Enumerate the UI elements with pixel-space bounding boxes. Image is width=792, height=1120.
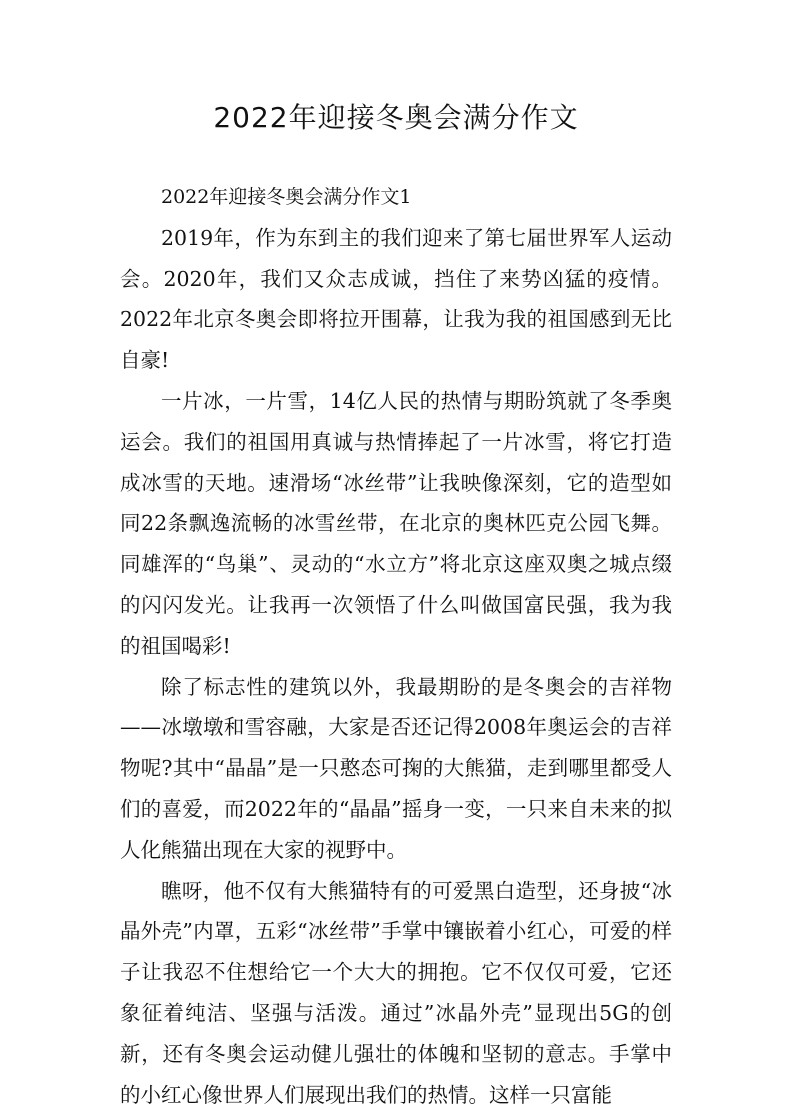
section-heading: 2022年迎接冬奥会满分作文1: [161, 186, 412, 208]
paragraph-2: 一片冰，一片雪，14亿人民的热情与期盼筑就了冬季奥运会。我们的祖国用真诚与热情捧起了一片冰雪，将它打造成冰雪的天地。速滑场“冰丝带”让我映像深刻，它的造型如同22条飘逸流畅的冰雪丝带，在北京的奥林匹克公园飞舞。同雄浑的“鸟巢”、灵动的“水立方”将北京这座双奥之城点缀的闪闪发光。让我再一次领悟了什么叫做国富民强，我为我的祖国喝彩!: [120, 388, 672, 658]
document-title: 2022年迎接冬奥会满分作文: [213, 101, 579, 134]
paragraph-3: 除了标志性的建筑以外，我最期盼的是冬奥会的吉祥物——冰墩墩和雪容融，大家是否还记得2008年奥运会的吉祥物呢?其中“晶晶”是一只憨态可掬的大熊猫，走到哪里都受人们的喜爱，而2022年的“晶晶”摇身一变，一只来自未来的拟人化熊猫出现在大家的视野中。: [120, 674, 672, 862]
paragraph-1: 2019年，作为东到主的我们迎来了第七届世界军人运动会。2020年，我们又众志成诚，挡住了来势凶猛的疫情。2022年北京冬奥会即将拉开围幕，让我为我的祖国感到无比自豪!: [120, 225, 672, 373]
paragraph-4: 瞧呀，他不仅有大熊猫特有的可爱黑白造型，还身披“冰晶外壳”内罩，五彩“冰丝带”手掌中镶嵌着小红心，可爱的样子让我忍不住想给它一个大大的拥抱。它不仅仅可爱，它还象征着纯洁、坚强与活泼。通过”冰晶外壳”显现出5G的创新，还有冬奥会运动健儿强壮的体魄和坚韧的意志。手掌中的小红心像世界人们展现出我们的热情。这样一只富能: [120, 878, 672, 1107]
document-body: [120, 177, 672, 1115]
